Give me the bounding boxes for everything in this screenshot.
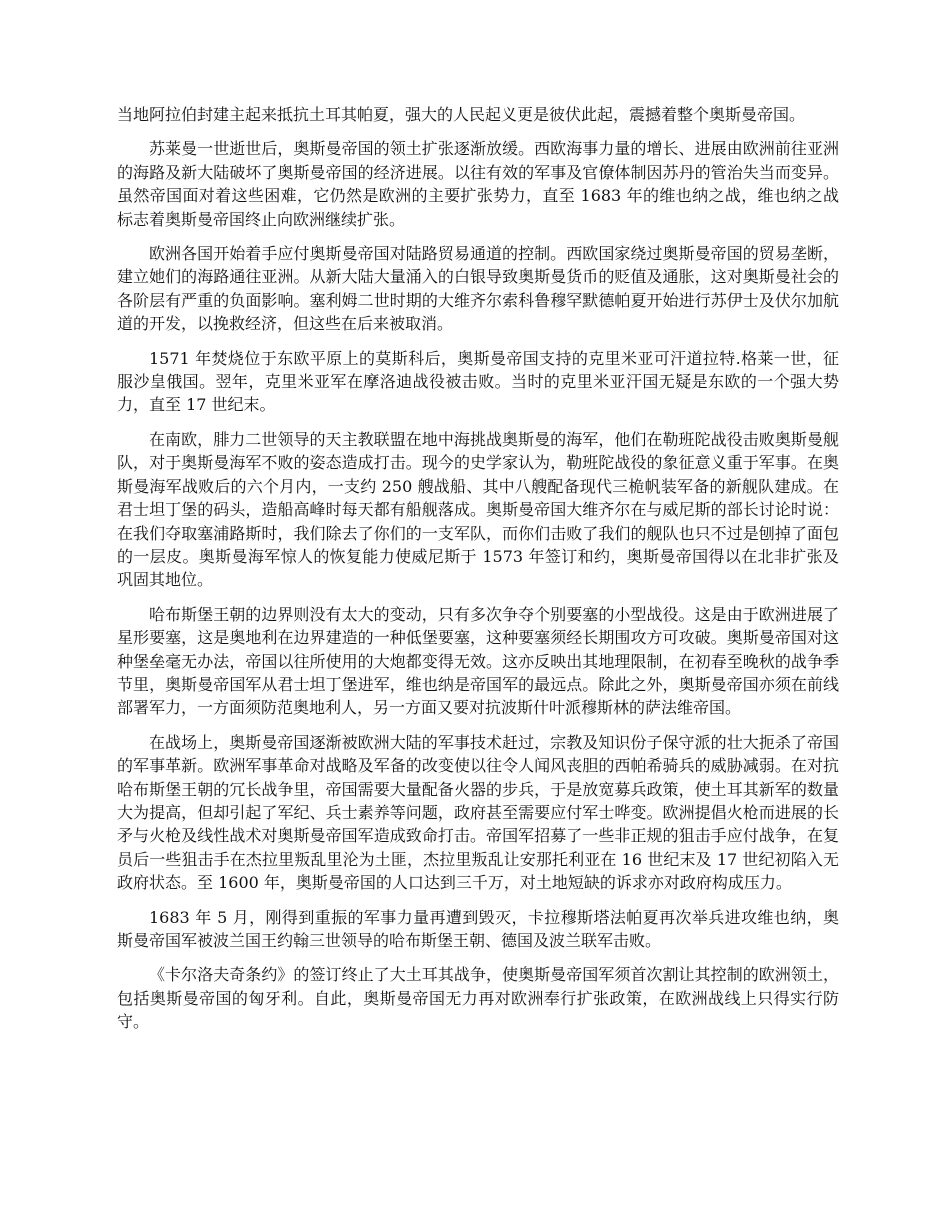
paragraph-2: 苏莱曼一世逝世后，奥斯曼帝国的领土扩张逐渐放缓。西欧海事力量的增长、进展由欧洲前往亚洲的海路及新大陆破坏了奥斯曼帝国的经济进展。以往有效的军事及官僚体制因苏丹的管治失当而变异。虽然帝国面对着这些困难，它仍然是欧洲的主要扩张势力，直至 1683 年的维也纳之战，维也纳之战标志着奥斯曼帝国终止向欧洲继续扩张。	[117, 139, 839, 229]
paragraph-7: 在战场上，奥斯曼帝国逐渐被欧洲大陆的军事技术赶过，宗教及知识份子保守派的壮大扼杀了帝国的军事革新。欧洲军事革命对战略及军备的改变使以往令人闻风丧胆的西帕希骑兵的威胁减弱。在对抗哈布斯堡王朝的冗长战争里，帝国需要大量配备火器的步兵，于是放宽募兵政策，使土耳其新军的数量大为提高，但却引起了军纪、兵士素养等问题，政府甚至需要应付军士哗变。欧洲提倡火枪而进展的长矛与火枪及线性战术对奥斯曼帝国军造成致命打击。帝国军招募了一些非正规的狙击手应付战争，在复员后一些狙击手在杰拉里叛乱里沦为土匪，杰拉里叛乱让安那托利亚在 16 世纪末及 17 世纪初陷入无政府状态。至 1600 年，奥斯曼帝国的人口达到三千万，对土地短缺的诉求亦对政府构成压力。	[117, 732, 839, 893]
paragraph-6: 哈布斯堡王朝的边界则没有太大的变动，只有多次争夺个别要塞的小型战役。这是由于欧洲进展了星形要塞，这是奥地利在边界建造的一种低堡要塞，这种要塞须经长期围攻方可攻破。奥斯曼帝国对这种堡垒毫无办法，帝国以往所使用的大炮都变得无效。这亦反映出其地理限制，在初春至晚秋的战争季节里，奥斯曼帝国军从君士坦丁堡进军，维也纳是帝国军的最远点。除此之外，奥斯曼帝国亦须在前线部署军力，一方面须防范奥地利人，另一方面又要对抗波斯什叶派穆斯林的萨法维帝国。	[117, 604, 839, 718]
paragraph-9: 《卡尔洛夫奇条约》的签订终止了大土耳其战争，使奥斯曼帝国军须首次割让其控制的欧洲领土，包括奥斯曼帝国的匈牙利。自此，奥斯曼帝国无力再对欧洲奉行扩张政策，在欧洲战线上只得实行防守。	[117, 965, 839, 1032]
paragraph-1: 当地阿拉伯封建主起来抵抗土耳其帕夏，强大的人民起义更是彼伏此起，震撼着整个奥斯曼帝国。	[117, 105, 806, 124]
paragraph-3: 欧洲各国开始着手应付奥斯曼帝国对陆路贸易通道的控制。西欧国家绕过奥斯曼帝国的贸易垄断，建立她们的海路通往亚洲。从新大陆大量涌入的白银导致奥斯曼货币的贬值及通胀，这对奥斯曼社会的各阶层有严重的负面影响。塞利姆二世时期的大维齐尔索科鲁穆罕默德帕夏开始进行苏伊士及伏尔加航道的开发，以挽救经济，但这些在后来被取消。	[117, 244, 839, 334]
paragraph-8: 1683 年 5 月，刚得到重振的军事力量再遭到毁灭，卡拉穆斯塔法帕夏再次举兵进攻维也纳，奥斯曼帝国军被波兰国王约翰三世领导的哈布斯堡王朝、德国及波兰联军击败。	[117, 907, 839, 950]
paragraph-4: 1571 年焚烧位于东欧平原上的莫斯科后，奥斯曼帝国支持的克里米亚可汗道拉特.格莱一世，征服沙皇俄国。翌年，克里米亚军在摩洛迪战役被击败。当时的克里米亚汗国无疑是东欧的一个强大势力，直至 17 世纪末。	[117, 348, 839, 415]
document-body	[117, 103, 839, 1045]
paragraph-5: 在南欧，腓力二世领导的天主教联盟在地中海挑战奥斯曼的海军，他们在勒班陀战役击败奥斯曼舰队，对于奥斯曼海军不败的姿态造成打击。现今的史学家认为，勒班陀战役的象征意义重于军事。在奥斯曼海军战败后的六个月内，一支约 250 艘战船、其中八艘配备现代三桅帆装军备的新舰队建成。在君士坦丁堡的码头，造船高峰时每天都有船舰落成。奥斯曼帝国大维齐尔在与威尼斯的部长讨论时说：在我们夺取塞浦路斯时，我们除去了你们的一支军队，而你们击败了我们的舰队也只不过是刨掉了面包的一层皮。奥斯曼海军惊人的恢复能力使威尼斯于 1573 年签订和约，奥斯曼帝国得以在北非扩张及巩固其地位。	[117, 429, 839, 590]
